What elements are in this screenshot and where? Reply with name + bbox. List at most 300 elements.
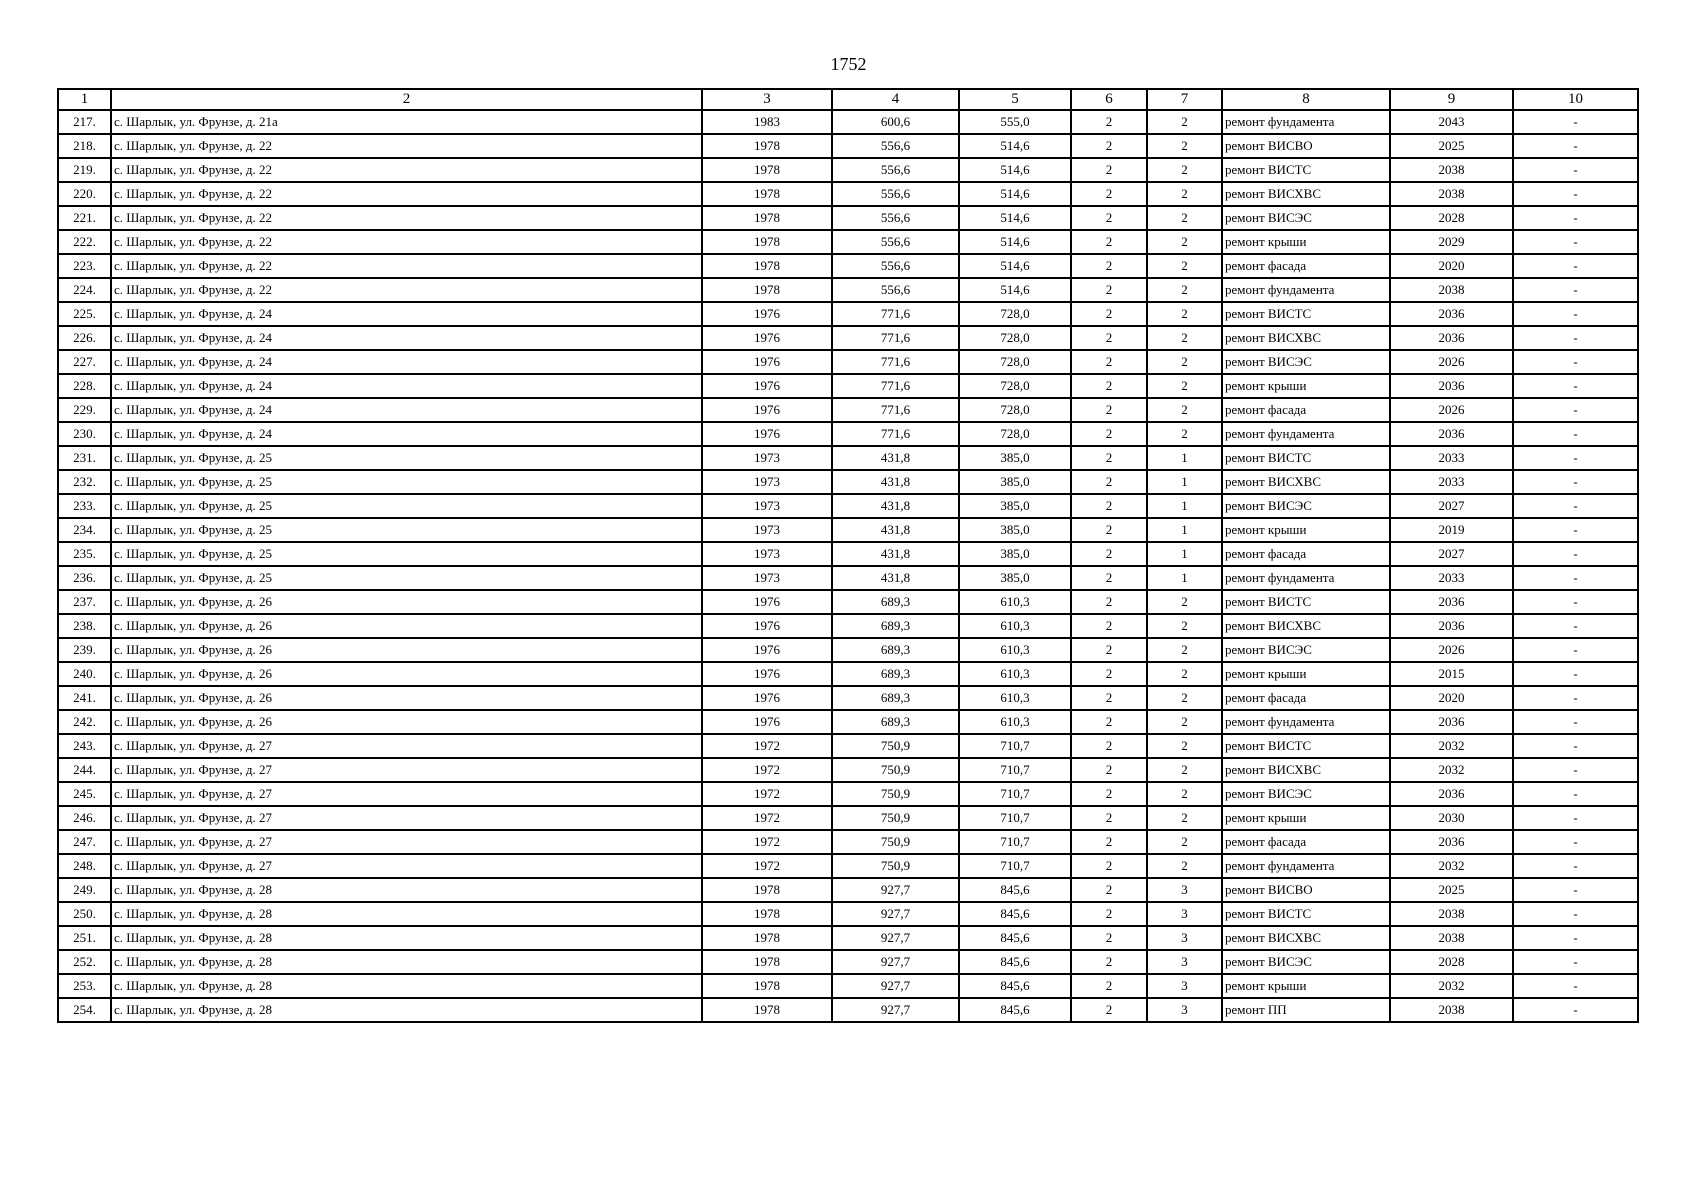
col-address-cell: с. Шарлык, ул. Фрунзе, д. 22 [111, 254, 702, 278]
col-index-cell: 230. [58, 422, 111, 446]
col-index-cell: 239. [58, 638, 111, 662]
col-floors-cell: 2 [1071, 950, 1147, 974]
col-address-cell: с. Шарлык, ул. Фрунзе, д. 25 [111, 446, 702, 470]
col-living-area-cell: 845,6 [959, 950, 1071, 974]
col-address-cell: с. Шарлык, ул. Фрунзе, д. 27 [111, 782, 702, 806]
col-year-cell: 1976 [702, 350, 832, 374]
col-work-type-cell: ремонт фасада [1222, 398, 1390, 422]
col-entrances-cell: 3 [1147, 950, 1222, 974]
col-living-area-cell: 845,6 [959, 902, 1071, 926]
col-planned-year-cell: 2036 [1390, 326, 1513, 350]
col-year-cell: 1978 [702, 278, 832, 302]
col-planned-year-cell: 2033 [1390, 446, 1513, 470]
col-planned-year-cell: 2036 [1390, 374, 1513, 398]
table-row [58, 278, 1638, 302]
col-address-cell: с. Шарлык, ул. Фрунзе, д. 27 [111, 854, 702, 878]
col-planned-year-cell: 2038 [1390, 158, 1513, 182]
col-floors-cell: 2 [1071, 110, 1147, 134]
col-planned-year-cell: 2027 [1390, 494, 1513, 518]
col-planned-year-cell: 2015 [1390, 662, 1513, 686]
col-note-cell: - [1513, 950, 1638, 974]
table-row [58, 542, 1638, 566]
col-address-cell: с. Шарлык, ул. Фрунзе, д. 27 [111, 758, 702, 782]
col-living-area-cell: 385,0 [959, 566, 1071, 590]
table-row [58, 782, 1638, 806]
table-row [58, 518, 1638, 542]
col-work-type-cell: ремонт ВИСВО [1222, 878, 1390, 902]
col-note-cell: - [1513, 158, 1638, 182]
col-planned-year-cell: 2036 [1390, 710, 1513, 734]
col-work-type-cell: ремонт крыши [1222, 974, 1390, 998]
col-entrances-cell: 2 [1147, 662, 1222, 686]
col-living-area-cell: 514,6 [959, 206, 1071, 230]
table-row [58, 134, 1638, 158]
col-entrances-cell: 2 [1147, 398, 1222, 422]
table-row [58, 230, 1638, 254]
col-index-cell: 254. [58, 998, 111, 1022]
table-row [58, 734, 1638, 758]
col-entrances-cell: 2 [1147, 590, 1222, 614]
col-work-type-cell: ремонт ВИСЭС [1222, 494, 1390, 518]
col-living-area-cell: 610,3 [959, 638, 1071, 662]
col-note-cell: - [1513, 350, 1638, 374]
col-note-cell: - [1513, 518, 1638, 542]
table-row [58, 254, 1638, 278]
col-total-area-cell: 771,6 [832, 302, 959, 326]
col-year-cell: 1973 [702, 470, 832, 494]
col-address-cell: с. Шарлык, ул. Фрунзе, д. 24 [111, 350, 702, 374]
col-year-cell: 1976 [702, 326, 832, 350]
col-entrances-cell: 2 [1147, 254, 1222, 278]
col-total-area-cell: 750,9 [832, 806, 959, 830]
col-entrances-cell: 2 [1147, 350, 1222, 374]
col-index-cell: 246. [58, 806, 111, 830]
table-row [58, 398, 1638, 422]
col-year-cell: 1978 [702, 158, 832, 182]
col-entrances-cell: 1 [1147, 566, 1222, 590]
col-index-cell: 225. [58, 302, 111, 326]
col-year-cell: 1973 [702, 494, 832, 518]
col-index-cell: 251. [58, 926, 111, 950]
col-address-cell: с. Шарлык, ул. Фрунзе, д. 25 [111, 566, 702, 590]
col-floors-cell: 2 [1071, 878, 1147, 902]
col-living-area-cell: 845,6 [959, 878, 1071, 902]
col-total-area-cell: 689,3 [832, 710, 959, 734]
table-row [58, 710, 1638, 734]
col-living-area-cell: 514,6 [959, 230, 1071, 254]
col-year-cell: 1978 [702, 230, 832, 254]
col-total-area-cell: 689,3 [832, 614, 959, 638]
col-floors-cell: 2 [1071, 590, 1147, 614]
col-entrances-cell: 2 [1147, 422, 1222, 446]
header-col-work-type: 8 [1222, 89, 1390, 110]
col-living-area-cell: 555,0 [959, 110, 1071, 134]
col-index-cell: 244. [58, 758, 111, 782]
col-year-cell: 1978 [702, 950, 832, 974]
col-entrances-cell: 3 [1147, 902, 1222, 926]
col-address-cell: с. Шарлык, ул. Фрунзе, д. 27 [111, 830, 702, 854]
col-entrances-cell: 3 [1147, 998, 1222, 1022]
col-year-cell: 1973 [702, 566, 832, 590]
table-row [58, 326, 1638, 350]
col-work-type-cell: ремонт фундамента [1222, 422, 1390, 446]
col-address-cell: с. Шарлык, ул. Фрунзе, д. 26 [111, 710, 702, 734]
col-living-area-cell: 710,7 [959, 734, 1071, 758]
col-address-cell: с. Шарлык, ул. Фрунзе, д. 25 [111, 494, 702, 518]
col-year-cell: 1973 [702, 518, 832, 542]
col-year-cell: 1978 [702, 878, 832, 902]
col-address-cell: с. Шарлык, ул. Фрунзе, д. 22 [111, 182, 702, 206]
col-entrances-cell: 2 [1147, 206, 1222, 230]
col-address-cell: с. Шарлык, ул. Фрунзе, д. 28 [111, 974, 702, 998]
col-year-cell: 1972 [702, 854, 832, 878]
col-address-cell: с. Шарлык, ул. Фрунзе, д. 28 [111, 878, 702, 902]
col-floors-cell: 2 [1071, 854, 1147, 878]
col-index-cell: 224. [58, 278, 111, 302]
col-planned-year-cell: 2036 [1390, 590, 1513, 614]
col-total-area-cell: 556,6 [832, 254, 959, 278]
col-total-area-cell: 689,3 [832, 638, 959, 662]
col-floors-cell: 2 [1071, 206, 1147, 230]
col-living-area-cell: 385,0 [959, 470, 1071, 494]
col-floors-cell: 2 [1071, 662, 1147, 686]
col-floors-cell: 2 [1071, 494, 1147, 518]
col-work-type-cell: ремонт ВИСХВС [1222, 470, 1390, 494]
col-living-area-cell: 514,6 [959, 254, 1071, 278]
col-year-cell: 1976 [702, 398, 832, 422]
table-row [58, 110, 1638, 134]
col-year-cell: 1972 [702, 758, 832, 782]
table-row [58, 854, 1638, 878]
col-work-type-cell: ремонт ВИСТС [1222, 590, 1390, 614]
col-work-type-cell: ремонт крыши [1222, 806, 1390, 830]
col-address-cell: с. Шарлык, ул. Фрунзе, д. 28 [111, 998, 702, 1022]
col-year-cell: 1976 [702, 422, 832, 446]
col-year-cell: 1973 [702, 542, 832, 566]
col-index-cell: 250. [58, 902, 111, 926]
col-index-cell: 235. [58, 542, 111, 566]
col-living-area-cell: 728,0 [959, 374, 1071, 398]
col-entrances-cell: 2 [1147, 302, 1222, 326]
col-year-cell: 1978 [702, 254, 832, 278]
col-address-cell: с. Шарлык, ул. Фрунзе, д. 27 [111, 734, 702, 758]
table-row [58, 974, 1638, 998]
col-floors-cell: 2 [1071, 518, 1147, 542]
col-note-cell: - [1513, 182, 1638, 206]
col-living-area-cell: 610,3 [959, 614, 1071, 638]
col-year-cell: 1983 [702, 110, 832, 134]
col-entrances-cell: 2 [1147, 230, 1222, 254]
col-index-cell: 233. [58, 494, 111, 518]
table-row [58, 614, 1638, 638]
col-living-area-cell: 710,7 [959, 758, 1071, 782]
col-total-area-cell: 431,8 [832, 518, 959, 542]
col-work-type-cell: ремонт ВИСТС [1222, 734, 1390, 758]
col-entrances-cell: 1 [1147, 494, 1222, 518]
col-entrances-cell: 1 [1147, 470, 1222, 494]
col-year-cell: 1978 [702, 926, 832, 950]
col-work-type-cell: ремонт ВИСХВС [1222, 182, 1390, 206]
table-header [58, 89, 1638, 110]
col-planned-year-cell: 2038 [1390, 926, 1513, 950]
col-total-area-cell: 556,6 [832, 278, 959, 302]
col-work-type-cell: ремонт фасада [1222, 686, 1390, 710]
col-index-cell: 227. [58, 350, 111, 374]
col-work-type-cell: ремонт ВИСХВС [1222, 758, 1390, 782]
col-planned-year-cell: 2028 [1390, 950, 1513, 974]
col-entrances-cell: 2 [1147, 638, 1222, 662]
table-row [58, 470, 1638, 494]
col-floors-cell: 2 [1071, 374, 1147, 398]
col-work-type-cell: ремонт фундамента [1222, 710, 1390, 734]
col-floors-cell: 2 [1071, 782, 1147, 806]
col-floors-cell: 2 [1071, 158, 1147, 182]
col-index-cell: 248. [58, 854, 111, 878]
col-total-area-cell: 431,8 [832, 470, 959, 494]
col-note-cell: - [1513, 590, 1638, 614]
col-planned-year-cell: 2036 [1390, 422, 1513, 446]
col-living-area-cell: 610,3 [959, 662, 1071, 686]
col-entrances-cell: 2 [1147, 326, 1222, 350]
header-row [58, 89, 1638, 110]
table-row [58, 374, 1638, 398]
table-row [58, 638, 1638, 662]
col-entrances-cell: 2 [1147, 686, 1222, 710]
col-living-area-cell: 728,0 [959, 398, 1071, 422]
col-planned-year-cell: 2026 [1390, 398, 1513, 422]
col-address-cell: с. Шарлык, ул. Фрунзе, д. 22 [111, 278, 702, 302]
col-total-area-cell: 750,9 [832, 734, 959, 758]
col-index-cell: 217. [58, 110, 111, 134]
col-note-cell: - [1513, 230, 1638, 254]
col-planned-year-cell: 2032 [1390, 854, 1513, 878]
col-work-type-cell: ремонт ВИСТС [1222, 446, 1390, 470]
col-year-cell: 1976 [702, 302, 832, 326]
col-floors-cell: 2 [1071, 614, 1147, 638]
col-floors-cell: 2 [1071, 182, 1147, 206]
table-row [58, 206, 1638, 230]
col-living-area-cell: 385,0 [959, 518, 1071, 542]
col-floors-cell: 2 [1071, 230, 1147, 254]
col-index-cell: 223. [58, 254, 111, 278]
col-note-cell: - [1513, 422, 1638, 446]
col-address-cell: с. Шарлык, ул. Фрунзе, д. 28 [111, 902, 702, 926]
col-floors-cell: 2 [1071, 326, 1147, 350]
col-total-area-cell: 927,7 [832, 974, 959, 998]
col-planned-year-cell: 2025 [1390, 878, 1513, 902]
table-row [58, 830, 1638, 854]
col-address-cell: с. Шарлык, ул. Фрунзе, д. 25 [111, 518, 702, 542]
col-entrances-cell: 1 [1147, 518, 1222, 542]
col-note-cell: - [1513, 110, 1638, 134]
col-note-cell: - [1513, 710, 1638, 734]
col-floors-cell: 2 [1071, 566, 1147, 590]
col-planned-year-cell: 2032 [1390, 734, 1513, 758]
col-note-cell: - [1513, 830, 1638, 854]
col-work-type-cell: ремонт ВИСХВС [1222, 614, 1390, 638]
col-year-cell: 1976 [702, 614, 832, 638]
col-address-cell: с. Шарлык, ул. Фрунзе, д. 28 [111, 950, 702, 974]
col-note-cell: - [1513, 686, 1638, 710]
col-planned-year-cell: 2032 [1390, 758, 1513, 782]
col-note-cell: - [1513, 470, 1638, 494]
table-row [58, 302, 1638, 326]
col-note-cell: - [1513, 398, 1638, 422]
col-living-area-cell: 514,6 [959, 134, 1071, 158]
table-row [58, 926, 1638, 950]
col-total-area-cell: 750,9 [832, 758, 959, 782]
col-planned-year-cell: 2020 [1390, 686, 1513, 710]
table-row [58, 758, 1638, 782]
col-living-area-cell: 710,7 [959, 830, 1071, 854]
col-planned-year-cell: 2028 [1390, 206, 1513, 230]
col-entrances-cell: 2 [1147, 134, 1222, 158]
col-floors-cell: 2 [1071, 974, 1147, 998]
col-entrances-cell: 2 [1147, 158, 1222, 182]
col-floors-cell: 2 [1071, 806, 1147, 830]
col-year-cell: 1976 [702, 686, 832, 710]
table-row [58, 590, 1638, 614]
col-note-cell: - [1513, 278, 1638, 302]
col-entrances-cell: 2 [1147, 278, 1222, 302]
col-year-cell: 1976 [702, 662, 832, 686]
col-planned-year-cell: 2036 [1390, 302, 1513, 326]
col-living-area-cell: 728,0 [959, 350, 1071, 374]
col-note-cell: - [1513, 806, 1638, 830]
col-index-cell: 240. [58, 662, 111, 686]
col-planned-year-cell: 2038 [1390, 182, 1513, 206]
col-entrances-cell: 2 [1147, 110, 1222, 134]
col-planned-year-cell: 2026 [1390, 638, 1513, 662]
col-note-cell: - [1513, 878, 1638, 902]
col-work-type-cell: ремонт фундамента [1222, 278, 1390, 302]
col-planned-year-cell: 2019 [1390, 518, 1513, 542]
col-total-area-cell: 927,7 [832, 878, 959, 902]
col-planned-year-cell: 2038 [1390, 998, 1513, 1022]
col-note-cell: - [1513, 302, 1638, 326]
header-col-total-area: 4 [832, 89, 959, 110]
col-address-cell: с. Шарлык, ул. Фрунзе, д. 25 [111, 470, 702, 494]
col-index-cell: 226. [58, 326, 111, 350]
col-living-area-cell: 385,0 [959, 542, 1071, 566]
col-floors-cell: 2 [1071, 422, 1147, 446]
col-address-cell: с. Шарлык, ул. Фрунзе, д. 25 [111, 542, 702, 566]
col-year-cell: 1976 [702, 374, 832, 398]
col-floors-cell: 2 [1071, 686, 1147, 710]
col-note-cell: - [1513, 926, 1638, 950]
header-col-floors: 6 [1071, 89, 1147, 110]
col-index-cell: 247. [58, 830, 111, 854]
col-floors-cell: 2 [1071, 542, 1147, 566]
col-floors-cell: 2 [1071, 902, 1147, 926]
col-entrances-cell: 3 [1147, 878, 1222, 902]
col-floors-cell: 2 [1071, 278, 1147, 302]
col-note-cell: - [1513, 206, 1638, 230]
col-address-cell: с. Шарлык, ул. Фрунзе, д. 26 [111, 614, 702, 638]
col-work-type-cell: ремонт крыши [1222, 518, 1390, 542]
col-work-type-cell: ремонт ВИСТС [1222, 902, 1390, 926]
col-living-area-cell: 710,7 [959, 806, 1071, 830]
col-index-cell: 221. [58, 206, 111, 230]
col-note-cell: - [1513, 782, 1638, 806]
col-living-area-cell: 728,0 [959, 326, 1071, 350]
header-col-address: 2 [111, 89, 702, 110]
header-col-planned-year: 9 [1390, 89, 1513, 110]
col-floors-cell: 2 [1071, 446, 1147, 470]
col-floors-cell: 2 [1071, 758, 1147, 782]
col-note-cell: - [1513, 254, 1638, 278]
col-note-cell: - [1513, 854, 1638, 878]
col-total-area-cell: 556,6 [832, 206, 959, 230]
col-planned-year-cell: 2038 [1390, 902, 1513, 926]
col-floors-cell: 2 [1071, 830, 1147, 854]
col-work-type-cell: ремонт фасада [1222, 830, 1390, 854]
col-address-cell: с. Шарлык, ул. Фрунзе, д. 27 [111, 806, 702, 830]
col-address-cell: с. Шарлык, ул. Фрунзе, д. 24 [111, 326, 702, 350]
col-note-cell: - [1513, 566, 1638, 590]
col-address-cell: с. Шарлык, ул. Фрунзе, д. 24 [111, 302, 702, 326]
col-living-area-cell: 845,6 [959, 998, 1071, 1022]
col-total-area-cell: 927,7 [832, 950, 959, 974]
col-total-area-cell: 556,6 [832, 230, 959, 254]
col-index-cell: 231. [58, 446, 111, 470]
col-entrances-cell: 2 [1147, 734, 1222, 758]
col-planned-year-cell: 2029 [1390, 230, 1513, 254]
table-row [58, 878, 1638, 902]
col-total-area-cell: 771,6 [832, 350, 959, 374]
col-entrances-cell: 2 [1147, 782, 1222, 806]
col-total-area-cell: 556,6 [832, 158, 959, 182]
col-total-area-cell: 689,3 [832, 590, 959, 614]
col-living-area-cell: 710,7 [959, 782, 1071, 806]
col-living-area-cell: 728,0 [959, 302, 1071, 326]
table-row [58, 350, 1638, 374]
table-row [58, 566, 1638, 590]
col-living-area-cell: 514,6 [959, 158, 1071, 182]
table-row [58, 662, 1638, 686]
col-entrances-cell: 2 [1147, 758, 1222, 782]
col-index-cell: 229. [58, 398, 111, 422]
col-work-type-cell: ремонт крыши [1222, 662, 1390, 686]
col-living-area-cell: 728,0 [959, 422, 1071, 446]
col-entrances-cell: 1 [1147, 446, 1222, 470]
table-row [58, 158, 1638, 182]
col-floors-cell: 2 [1071, 734, 1147, 758]
repair-schedule-table [57, 88, 1639, 1023]
col-living-area-cell: 385,0 [959, 446, 1071, 470]
col-planned-year-cell: 2033 [1390, 566, 1513, 590]
col-year-cell: 1978 [702, 974, 832, 998]
col-year-cell: 1978 [702, 206, 832, 230]
header-col-note: 10 [1513, 89, 1638, 110]
table-row [58, 686, 1638, 710]
col-index-cell: 237. [58, 590, 111, 614]
col-index-cell: 218. [58, 134, 111, 158]
col-total-area-cell: 689,3 [832, 686, 959, 710]
col-work-type-cell: ремонт ПП [1222, 998, 1390, 1022]
table-row [58, 806, 1638, 830]
header-col-year: 3 [702, 89, 832, 110]
col-floors-cell: 2 [1071, 134, 1147, 158]
col-planned-year-cell: 2020 [1390, 254, 1513, 278]
col-floors-cell: 2 [1071, 254, 1147, 278]
col-planned-year-cell: 2036 [1390, 782, 1513, 806]
col-work-type-cell: ремонт ВИСТС [1222, 158, 1390, 182]
col-address-cell: с. Шарлык, ул. Фрунзе, д. 22 [111, 134, 702, 158]
col-work-type-cell: ремонт ВИСЭС [1222, 638, 1390, 662]
table-body [58, 110, 1638, 1022]
header-col-living-area: 5 [959, 89, 1071, 110]
